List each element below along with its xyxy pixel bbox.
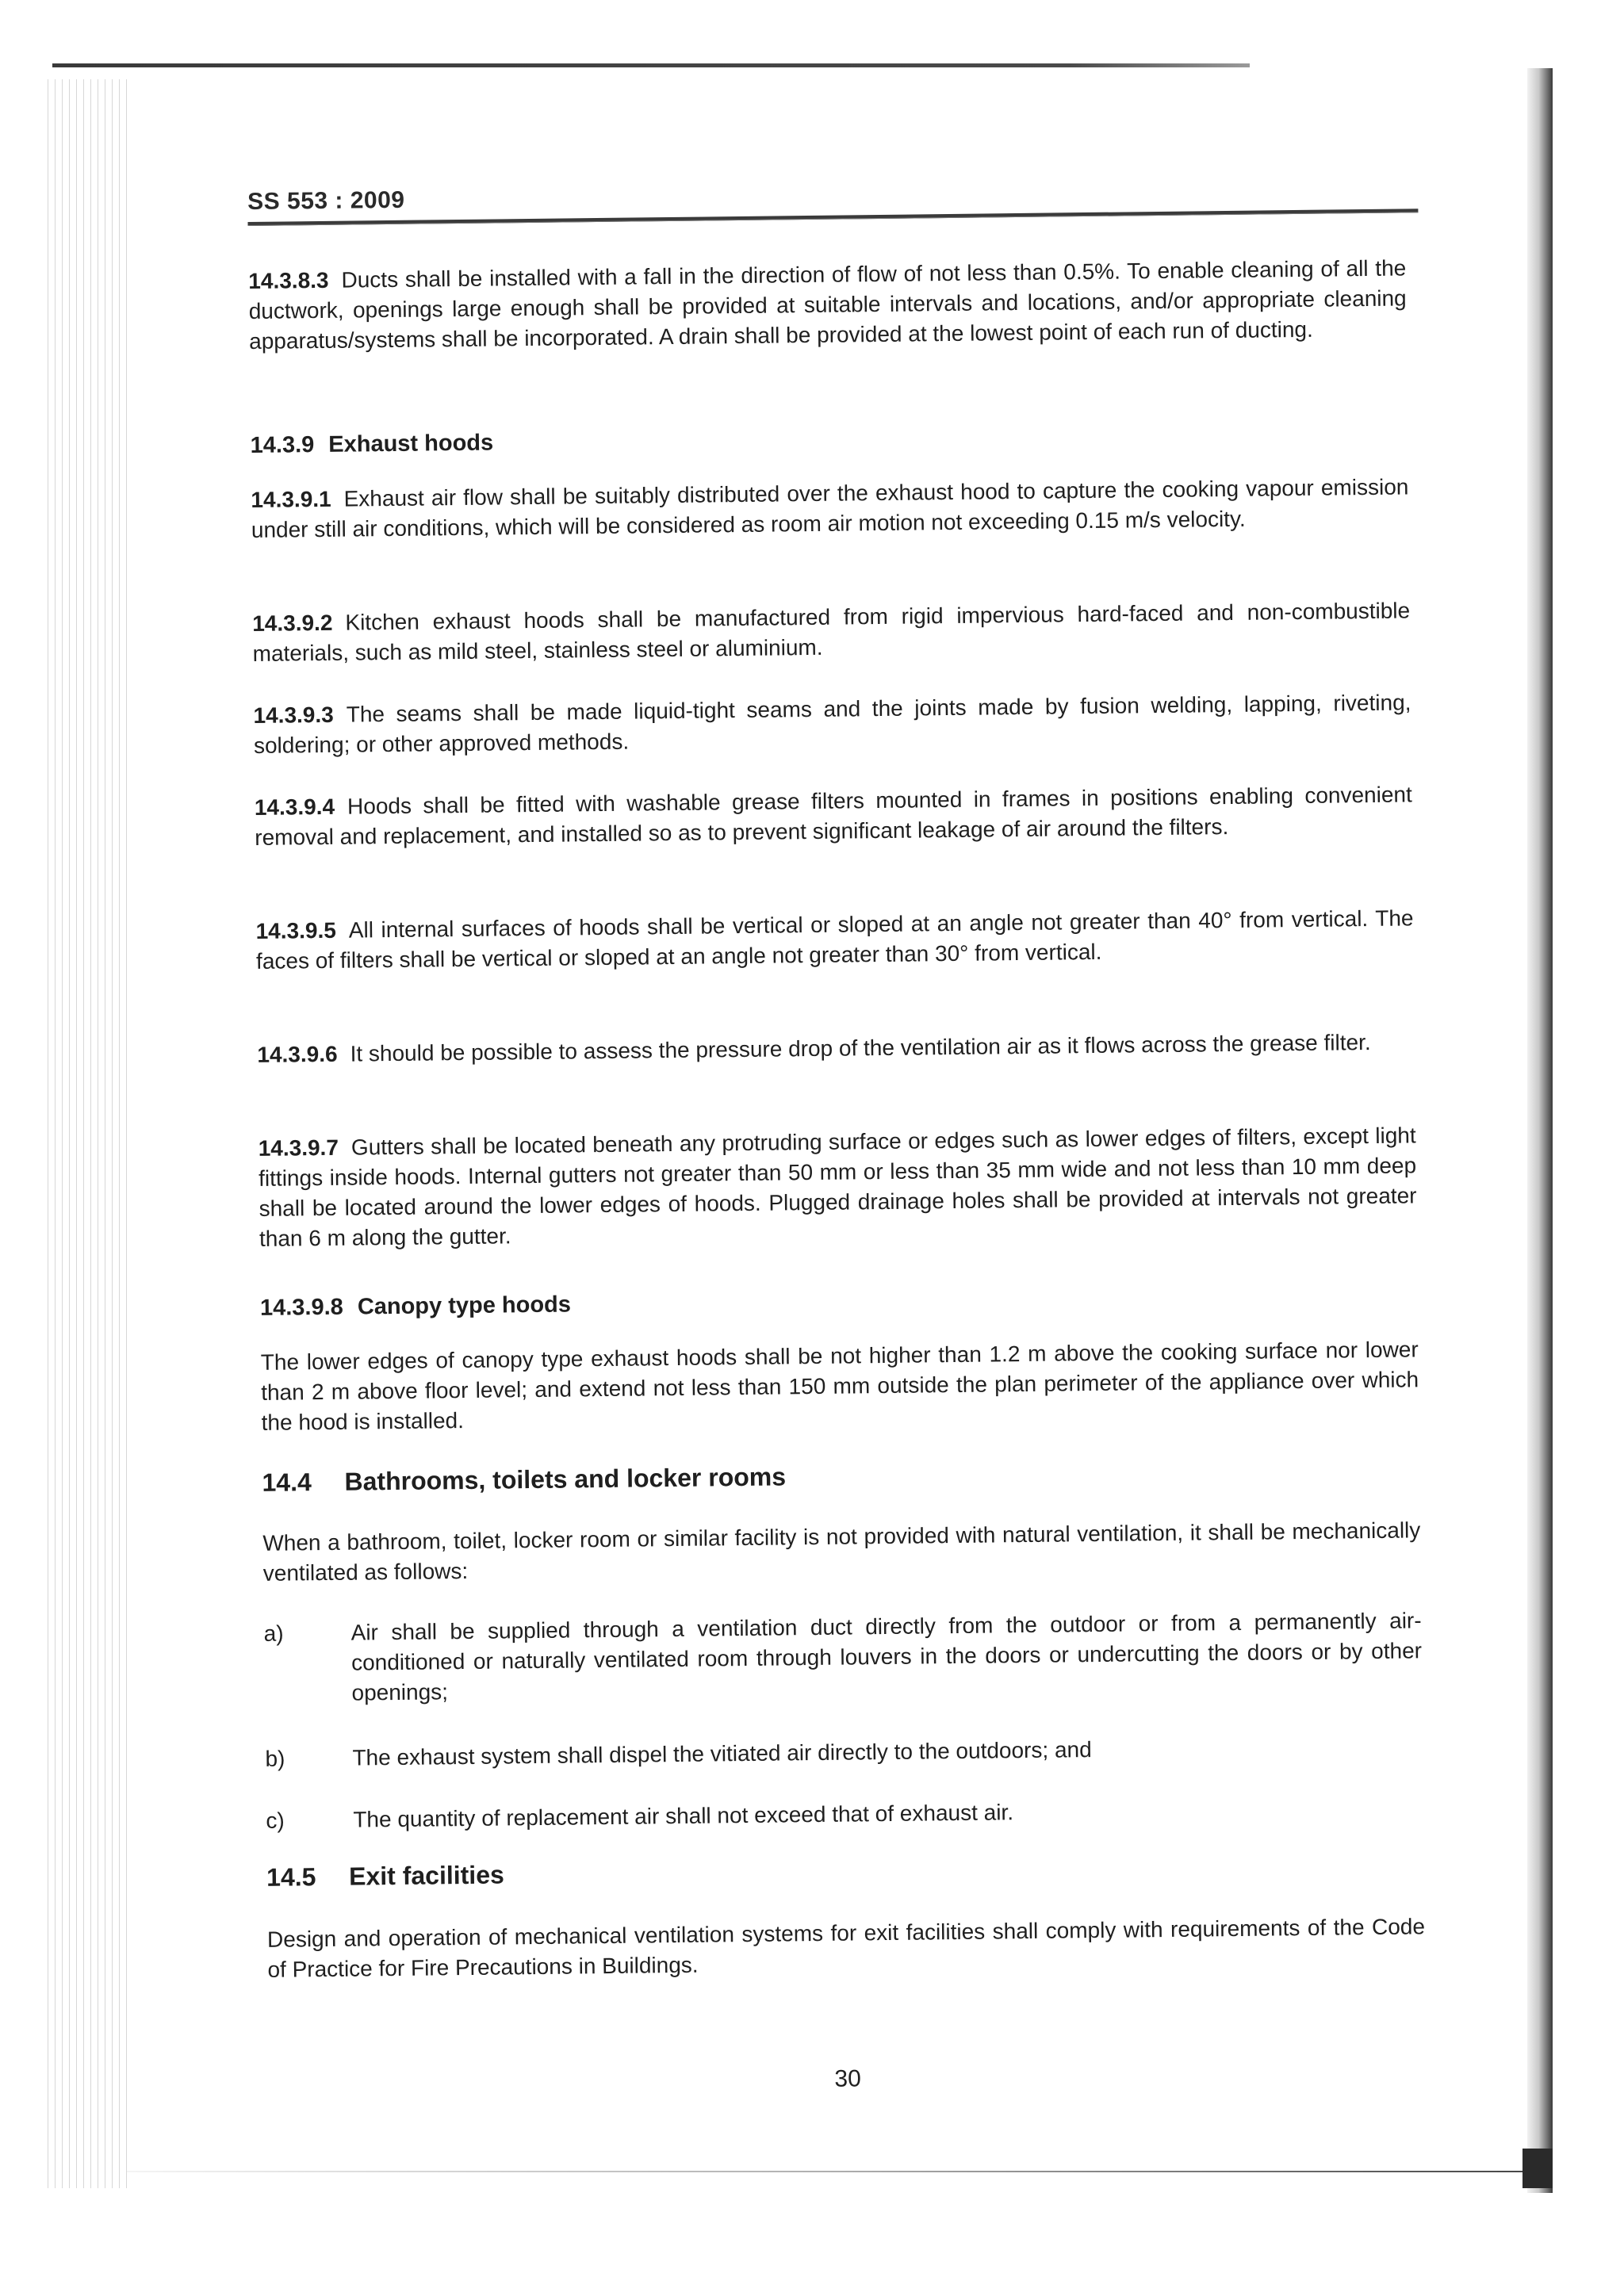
list-item-b <box>265 1731 1423 1774</box>
clause-text: Gutters shall be located beneath any protruding surface or edges such as lower edges of filters, except light fittings inside hoods. Internal gutters not greater than 50 mm or less than 35 mm wide and not less than 10 mm deep shall be located around the lower edges of hoods. Plugged drainage holes shall be provided at intervals not greater than 6 m along the gutter. <box>258 1123 1417 1251</box>
scan-border-bottom <box>127 2171 1546 2172</box>
running-head: SS 553 : 2009 <box>247 186 405 215</box>
list-item-text: The exhaust system shall dispel the vitiated air directly to the outdoors; and <box>352 1737 1092 1770</box>
section-title: Bathrooms, toilets and locker rooms <box>344 1462 787 1496</box>
section-number: 14.4 <box>262 1468 312 1497</box>
list-item-text: The quantity of replacement air shall not exceed that of exhaust air. <box>353 1800 1014 1832</box>
paragraph-canopy-hoods <box>261 1334 1419 1438</box>
paragraph-text: Design and operation of mechanical ventilation systems for exit facilities shall comply with requirements of the Code of Practice for Fire Precautions in Buildings. <box>266 1914 1426 1982</box>
clause-text: All internal surfaces of hoods shall be vertical or sloped at an angle not greater than 40° from vertical. The faces of filters shall be vertical or sloped at an angle not greater than 30° from vertical. <box>255 905 1414 974</box>
clause-text: The seams shall be made liquid-tight seams and the joints made by fusion welding, lapping, riveting, soldering; or other approved methods. <box>253 690 1411 758</box>
section-heading-14-5 <box>266 1860 504 1892</box>
clause-number: 14.3.9.1 <box>251 486 331 512</box>
paragraph-exit-facilities <box>267 1911 1426 1985</box>
section-number: 14.5 <box>266 1862 316 1892</box>
clause-14-3-9-7 <box>259 1120 1418 1254</box>
list-item-text: Air shall be supplied through a ventilation duct directly from the outdoor or from a permanently air-conditioned or naturally ventilated room through louvers in the doors or undercutting the doors or by other openings; <box>350 1608 1423 1705</box>
list-item-c <box>266 1793 1423 1836</box>
paragraph-bathrooms <box>262 1515 1421 1589</box>
clause-14-3-9-2 <box>252 595 1411 669</box>
clause-number: 14.3.9.7 <box>258 1135 339 1161</box>
list-item-a <box>263 1605 1422 1709</box>
clause-14-3-8-3 <box>248 253 1407 357</box>
clause-number: 14.3.8.3 <box>248 267 329 293</box>
clause-number: 14.3.9.6 <box>257 1041 338 1067</box>
scan-page-edge-right <box>1527 68 1553 2193</box>
clause-text: Hoods shall be fitted with washable grease filters mounted in frames in positions enabling convenient removal and replacement, and installed so as to prevent significant leakage of air around the filters. <box>255 782 1412 850</box>
subsection-number: 14.3.9 <box>250 432 315 458</box>
clause-number: 14.3.9.5 <box>255 917 336 943</box>
clause-text: Exhaust air flow shall be suitably distributed over the exhaust hood to capture the cooking vapour emission under still air conditions, which will be considered as room air motion not exceeding 0.15 m/s velocity. <box>251 474 1409 542</box>
paragraph-text: The lower edges of canopy type exhaust hoods shall be not higher than 1.2 m above the cooking surface nor lower than 2 m above floor level; and extend not less than 150 mm outside the plan perimeter of the appliance over which the hood is installed. <box>260 1337 1419 1435</box>
scan-corner-shadow <box>1522 2149 1553 2188</box>
scan-binding-edge <box>48 79 130 2188</box>
clause-14-3-9-1 <box>251 472 1409 545</box>
paragraph-text: When a bathroom, toilet, locker room or similar facility is not provided with natural ventilation, it shall be mechanically ventilated as follows: <box>262 1517 1421 1586</box>
clause-text: Ducts shall be installed with a fall in the direction of flow of not less than 0.5%. To enable cleaning of all the ductwork, openings large enough shall be provided at suitable intervals and locations, and/or appropriate cleaning apparatus/systems shall be incorporated. A drain shall be provided at the lowest point of each run of ducting. <box>248 255 1407 354</box>
list-marker: c) <box>266 1808 285 1833</box>
list-marker: a) <box>263 1621 284 1646</box>
clause-number: 14.3.9.3 <box>253 702 334 728</box>
clause-number: 14.3.9.4 <box>254 794 335 820</box>
clause-text: It should be possible to assess the pressure drop of the ventilation air as it flows across the grease filter. <box>350 1029 1371 1066</box>
list-marker: b) <box>265 1746 285 1771</box>
clause-14-3-9-4 <box>255 779 1413 853</box>
section-heading-14-4 <box>262 1462 786 1497</box>
clause-14-3-9-3 <box>253 687 1411 761</box>
scan-border-top <box>52 63 1250 67</box>
page-number: 30 <box>834 2065 861 2092</box>
clause-14-3-9-5 <box>255 903 1414 977</box>
subsection-heading-14-3-9 <box>250 430 493 459</box>
subsection-title: Exhaust hoods <box>328 430 494 457</box>
subsection-title: Canopy type hoods <box>357 1292 572 1320</box>
clause-number: 14.3.9.2 <box>252 610 333 636</box>
document-page <box>247 175 1437 2092</box>
subsection-heading-14-3-9-8 <box>260 1292 571 1321</box>
clause-14-3-9-6 <box>257 1027 1415 1070</box>
section-title: Exit facilities <box>348 1860 504 1891</box>
clause-text: Kitchen exhaust hoods shall be manufactured from rigid impervious hard-faced and non-combustible materials, such as mild steel, stainless steel or aluminium. <box>252 598 1411 666</box>
subsection-number: 14.3.9.8 <box>259 1294 344 1321</box>
